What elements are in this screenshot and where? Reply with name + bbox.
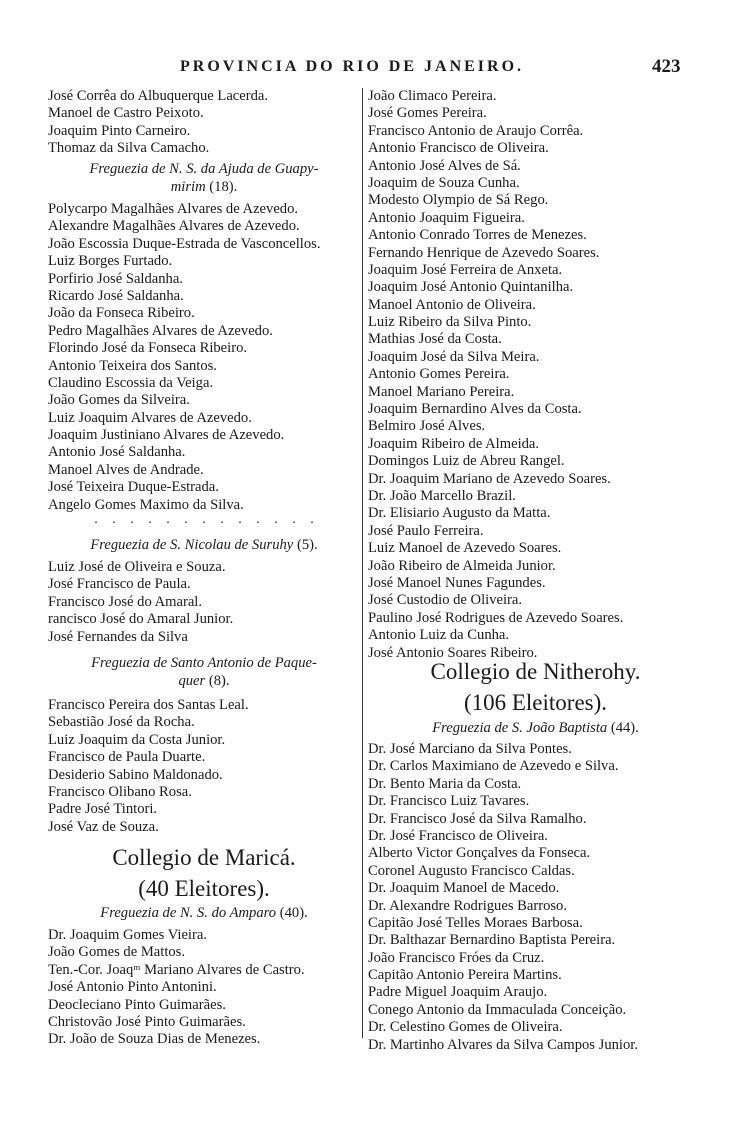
- parish-name: Freguezia de N. S. da Ajuda de Guapy-: [89, 161, 319, 177]
- elector-name: Dr. Bento Maria da Costa.: [368, 775, 522, 792]
- elector-name: Antonio Francisco de Oliveira.: [368, 140, 549, 157]
- parish-name-cont: quer: [178, 673, 206, 689]
- elector-name: rancisco José do Amaral Junior.: [48, 611, 234, 628]
- elector-name: Domingos Luiz de Abreu Rangel.: [368, 453, 565, 470]
- elector-name: Luiz Joaquim Alvares de Azevedo.: [48, 409, 252, 426]
- elector-name: José Francisco de Paula.: [48, 576, 191, 593]
- elector-name: Dr. Alexandre Rodrigues Barroso.: [368, 897, 568, 914]
- elector-name: Angelo Gomes Maximo da Silva.: [48, 496, 244, 513]
- elector-name: Francisco José do Amaral.: [48, 593, 203, 610]
- elector-name: José Fernandes da Silva: [48, 628, 188, 645]
- parish-name: Freguezia de S. Nicolau de Suruhy: [90, 537, 294, 553]
- elector-name: Dr. Celestino Gomes de Oliveira.: [368, 1019, 563, 1036]
- elector-name: José Custodio de Oliveira.: [368, 592, 523, 609]
- elector-name: Antonio Gomes Pereira.: [368, 366, 510, 383]
- elector-name: Joaquim Ribeiro de Almeida.: [368, 435, 540, 452]
- elector-name: José Antonio Soares Ribeiro.: [368, 644, 538, 661]
- elector-name: Dr. Joaquim Manoel de Macedo.: [368, 880, 560, 897]
- college-title: Collegio de Maricá.: [112, 845, 296, 870]
- elector-name: João Climaco Pereira.: [368, 88, 497, 104]
- elector-name: João Gomes de Mattos.: [48, 944, 186, 961]
- elector-name: Dr. Joaquim Mariano de Azevedo Soares.: [368, 470, 611, 487]
- elector-name: Coronel Augusto Francisco Caldas.: [368, 862, 575, 879]
- college-electors: (40 Eleitores).: [138, 876, 270, 901]
- elector-name: José Teixeira Duque-Estrada.: [48, 479, 219, 496]
- running-title: PROVINCIA DO RIO DE JANEIRO.: [180, 58, 525, 75]
- elector-name: Florindo José da Fonseca Ribeiro.: [48, 340, 248, 357]
- parish-heading: [368, 719, 703, 737]
- elector-name: Deocleciano Pinto Guimarães.: [48, 996, 226, 1013]
- college-title: Collegio de Nitherohy.: [430, 659, 641, 684]
- elector-name: Conego Antonio da Immaculada Conceição.: [368, 1001, 627, 1018]
- elector-name: Luiz Joaquim da Costa Junior.: [48, 731, 226, 748]
- parish-name: Freguezia de Santo Antonio de Paque-: [91, 655, 317, 671]
- college-heading: [368, 656, 703, 718]
- name-list: [368, 741, 703, 1054]
- elector-name: Alberto Victor Gonçalves da Fonseca.: [368, 845, 591, 862]
- elector-name: Pedro Magalhães Alvares de Azevedo.: [48, 322, 273, 339]
- column-divider: [362, 88, 363, 1038]
- elector-name: Manoel de Castro Peixoto.: [48, 105, 204, 122]
- elector-name: Capitão José Telles Moraes Barbosa.: [368, 914, 583, 931]
- elector-name: Thomaz da Silva Camacho.: [48, 140, 210, 157]
- elector-name: Fernando Henrique de Azevedo Soares.: [368, 244, 600, 261]
- elector-name: Capitão Antonio Pereira Martins.: [368, 967, 562, 984]
- page-header: [0, 58, 736, 82]
- elector-name: Dr. Francisco José da Silva Ramalho.: [368, 810, 587, 827]
- elector-name: Antonio Conrado Torres de Menezes.: [368, 227, 587, 244]
- parish-heading: [48, 536, 360, 554]
- elector-name: Dr. José Marciano da Silva Pontes.: [368, 741, 572, 757]
- elector-name: Francisco Olibano Rosa.: [48, 783, 192, 800]
- elector-name: Paulino José Rodrigues de Azevedo Soares.: [368, 609, 624, 626]
- college-electors: (106 Eleitores).: [463, 690, 608, 715]
- elector-name: Francisco Antonio de Araujo Corrêa.: [368, 122, 584, 139]
- parish-heading: [48, 904, 360, 922]
- elector-count: (40).: [279, 905, 308, 921]
- elector-name: João Escossia Duque-Estrada de Vasconcellos.: [48, 235, 321, 252]
- elector-name: Christovão José Pinto Guimarães.: [48, 1013, 246, 1030]
- elector-name: Belmiro José Alves.: [368, 418, 486, 435]
- elector-name: Joaquim Pinto Carneiro.: [48, 122, 191, 139]
- elector-name: Manoel Alves de Andrade.: [48, 461, 204, 478]
- elector-name: José Manoel Nunes Fagundes.: [368, 574, 546, 591]
- elector-name: Ricardo José Saldanha.: [48, 287, 184, 304]
- elector-name: Dr. Francisco Luiz Tavares.: [368, 793, 530, 810]
- elector-name: Francisco Pereira dos Santas Leal.: [48, 697, 249, 713]
- elector-name: Antonio Joaquim Figueira.: [368, 209, 525, 226]
- elector-name: Claudino Escossia da Veiga.: [48, 374, 214, 391]
- elector-name: Dr. Carlos Maximiano de Azevedo e Silva.: [368, 758, 619, 775]
- elector-count: (18).: [209, 179, 238, 195]
- parish-heading: [48, 654, 360, 690]
- elector-name: Joaquim de Souza Cunha.: [368, 174, 520, 191]
- elector-name: Dr. João Marcello Brazil.: [368, 487, 516, 504]
- elector-name: Manoel Antonio de Oliveira.: [368, 296, 536, 313]
- name-list: [48, 88, 360, 158]
- parish-heading: [48, 160, 360, 196]
- elector-name: Antonio José Saldanha.: [48, 444, 186, 461]
- elector-name: Mathias José da Costa.: [368, 331, 502, 348]
- elector-name: Dr. Joaquim Gomes Vieira.: [48, 927, 207, 943]
- elector-name: José Corrêa do Albuquerque Lacerda.: [48, 88, 269, 104]
- elector-name: João da Fonseca Ribeiro.: [48, 305, 195, 322]
- elector-name: João Francisco Fróes da Cruz.: [368, 949, 545, 966]
- elector-name: Manoel Mariano Pereira.: [368, 383, 515, 400]
- elector-name: Luiz José de Oliveira e Souza.: [48, 559, 226, 575]
- elector-count: (5).: [296, 537, 318, 553]
- college-heading: [48, 842, 360, 904]
- elector-name: Joaquim Bernardino Alves da Costa.: [368, 401, 582, 418]
- name-list: [368, 88, 703, 662]
- elector-count: (44).: [610, 720, 639, 736]
- elector-name: Dr. João de Souza Dias de Menezes.: [48, 1031, 261, 1048]
- elector-name: José Gomes Pereira.: [368, 105, 487, 122]
- parish-name-cont: mirim: [170, 179, 206, 195]
- elector-name: Dr. Elisiario Augusto da Matta.: [368, 505, 551, 522]
- elector-name: Ten.-Cor. Joaqᵐ Mariano Alvares de Castro.: [48, 961, 305, 978]
- elector-count: (8).: [208, 673, 230, 689]
- elector-name: Luiz Borges Furtado.: [48, 253, 173, 270]
- elector-name: Alexandre Magalhães Alvares de Azevedo.: [48, 218, 300, 235]
- parish-name: Freguezia de N. S. do Amparo: [100, 905, 277, 921]
- name-list: [48, 201, 360, 514]
- elector-name: Sebastião José da Rocha.: [48, 714, 195, 731]
- elector-name: Antonio Teixeira dos Santos.: [48, 357, 217, 374]
- elector-name: Modesto Olympio de Sá Rego.: [368, 192, 549, 209]
- parish-name: Freguezia de S. João Baptista: [432, 720, 608, 736]
- elector-name: Joaquim Justiniano Alvares de Azevedo.: [48, 427, 285, 444]
- elector-name: Francisco de Paula Duarte.: [48, 749, 206, 766]
- elector-name: Padre José Tintori.: [48, 801, 158, 818]
- elector-name: Dr. Martinho Alvares da Silva Campos Junior.: [368, 1036, 638, 1053]
- name-list: [48, 559, 360, 646]
- name-list: [48, 927, 360, 1049]
- elector-name: Dr. Balthazar Bernardino Baptista Pereira.: [368, 932, 616, 949]
- elector-name: Antonio Luiz da Cunha.: [368, 627, 510, 644]
- elector-name: José Vaz de Souza.: [48, 818, 159, 835]
- elector-name: Joaquim José Ferreira de Anxeta.: [368, 261, 563, 278]
- elector-name: José Paulo Ferreira.: [368, 522, 484, 539]
- elector-name: João Gomes da Silveira.: [48, 392, 190, 409]
- elector-name: Padre Miguel Joaquim Araujo.: [368, 984, 548, 1001]
- elector-name: Joaquim José Antonio Quintanilha.: [368, 279, 574, 296]
- elector-name: Luiz Manoel de Azevedo Soares.: [368, 540, 562, 557]
- elector-name: Dr. José Francisco de Oliveira.: [368, 827, 548, 844]
- elector-name: Porfirio José Saldanha.: [48, 270, 183, 287]
- elector-name: Joaquim José da Silva Meira.: [368, 348, 540, 365]
- elector-name: Luiz Ribeiro da Silva Pinto.: [368, 314, 532, 331]
- ellipsis-dots: . . . . . . . . . . . . .: [94, 512, 314, 527]
- page-number: 423: [652, 56, 681, 77]
- elector-name: Polycarpo Magalhães Alvares de Azevedo.: [48, 201, 299, 217]
- elector-name: Antonio José Alves de Sá.: [368, 157, 521, 174]
- name-list: [48, 697, 360, 836]
- elector-name: Desiderio Sabino Maldonado.: [48, 766, 223, 783]
- elector-name: João Ribeiro de Almeida Junior.: [368, 557, 556, 574]
- elector-name: José Antonio Pinto Antonini.: [48, 979, 217, 996]
